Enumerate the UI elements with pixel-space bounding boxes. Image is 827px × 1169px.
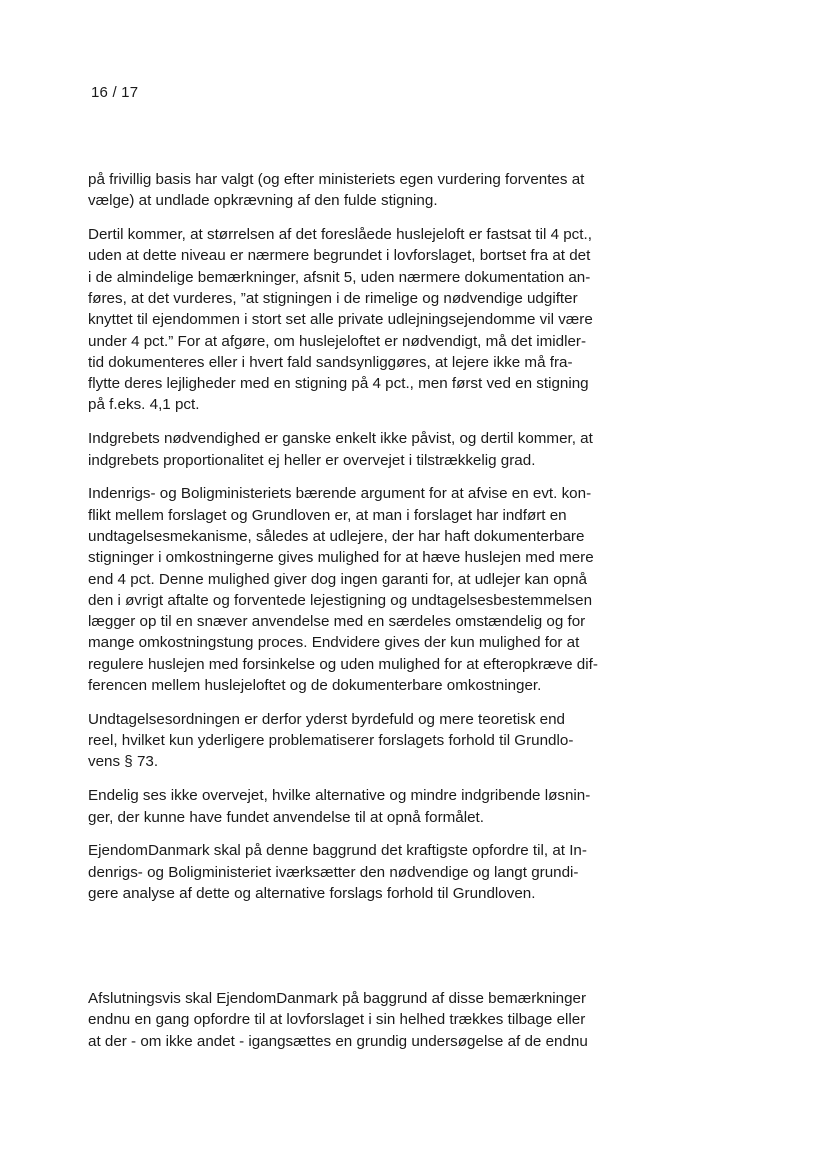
- text-line: end 4 pct. Denne mulighed giver dog ingen garanti for, at udlejer kan opnå: [88, 570, 587, 588]
- paragraph: [88, 840, 678, 904]
- text-line: Indgrebets nødvendighed er ganske enkelt ikke påvist, og dertil kommer, at: [88, 430, 593, 448]
- paragraph: [88, 224, 678, 416]
- text-line: vælge) at undlade opkrævning af den fulde stigning.: [88, 192, 438, 210]
- text-line: reel, hvilket kun yderligere problematiserer forslagets forhold til Grundlo-: [88, 732, 574, 750]
- text-line: Endelig ses ikke overvejet, hvilke alternative og mindre indgribende løsnin-: [88, 787, 591, 805]
- paragraph: [88, 785, 678, 828]
- text-line: den i øvrigt aftalte og forventede lejestigning og undtagelsesbestemmelsen: [88, 591, 593, 609]
- text-line: ger, der kunne have fundet anvendelse til at opnå formålet.: [88, 808, 484, 826]
- paragraph: [88, 988, 678, 1052]
- paragraph: [88, 169, 678, 212]
- closing-text: [88, 988, 678, 1064]
- text-line: regulere huslejen med forsinkelse og uden mulighed for at efteropkræve dif-: [88, 655, 598, 673]
- text-line: Dertil kommer, at størrelsen af det foreslåede huslejeloft er fastsat til 4 pct.,: [88, 226, 592, 244]
- text-line: under 4 pct.” For at afgøre, om huslejeloftet er nødvendigt, må det imidler-: [88, 332, 587, 350]
- text-line: tid dokumenteres eller i hvert fald sandsynliggøres, at lejere ikke må fra-: [88, 353, 573, 371]
- text-line: flytte deres lejligheder med en stigning på 4 pct., men først ved en stigning: [88, 375, 589, 393]
- text-line: Afslutningsvis skal EjendomDanmark på baggrund af disse bemærkninger: [88, 990, 587, 1007]
- text-line: undtagelsesmekanisme, således at udlejere, der har haft dokumenterbare: [88, 527, 585, 545]
- paragraph: [88, 428, 678, 471]
- text-line: ferencen mellem huslejeloftet og de dokumenterbare omkostninger.: [88, 677, 542, 695]
- text-line: knyttet til ejendommen i stort set alle private udlejningsejendomme vil være: [88, 311, 593, 329]
- page-number: 16 / 17: [91, 84, 139, 101]
- text-line: Undtagelsesordningen er derfor yderst byrdefuld og mere teoretisk end: [88, 710, 565, 728]
- text-line: EjendomDanmark skal på denne baggrund det kraftigste opfordre til, at In-: [88, 842, 587, 860]
- text-line: uden at dette niveau er nærmere begrundet i lovforslaget, bortset fra at det: [88, 247, 591, 265]
- text-line: stigninger i omkostningerne gives mulighed for at hæve huslejen med mere: [88, 549, 594, 567]
- text-line: at der - om ikke andet - igangsættes en grundig undersøgelse af de endnu: [88, 1032, 588, 1050]
- body-text: [88, 169, 678, 917]
- text-line: føres, at det vurderes, ”at stigningen i de rimelige og nødvendige udgifter: [88, 289, 578, 307]
- paragraph: [88, 709, 678, 773]
- text-line: endnu en gang opfordre til at lovforslaget i sin helhed trækkes tilbage eller: [88, 1011, 586, 1029]
- text-line: Indenrigs- og Boligministeriets bærende argument for at afvise en evt. kon-: [88, 485, 592, 503]
- text-line: på f.eks. 4,1 pct.: [88, 396, 200, 414]
- text-line: gere analyse af dette og alternative forslags forhold til Grundloven.: [88, 884, 536, 902]
- text-line: i de almindelige bemærkninger, afsnit 5, uden nærmere dokumentation an-: [88, 268, 591, 286]
- text-line: på frivillig basis har valgt (og efter ministeriets egen vurdering forventes at: [88, 171, 585, 188]
- text-line: vens § 73.: [88, 753, 159, 771]
- text-line: indgrebets proportionalitet ej heller er overvejet i tilstrækkelig grad.: [88, 451, 536, 469]
- text-line: mange omkostningstung proces. Endvidere gives der kun mulighed for at: [88, 634, 580, 652]
- text-line: lægger op til en snæver anvendelse med en særdeles omstændelig og for: [88, 613, 586, 631]
- text-line: flikt mellem forslaget og Grundloven er, at man i forslaget har indført en: [88, 506, 567, 524]
- paragraph: [88, 483, 678, 696]
- text-line: denrigs- og Boligministeriet iværksætter den nødvendige og langt grundi-: [88, 863, 579, 881]
